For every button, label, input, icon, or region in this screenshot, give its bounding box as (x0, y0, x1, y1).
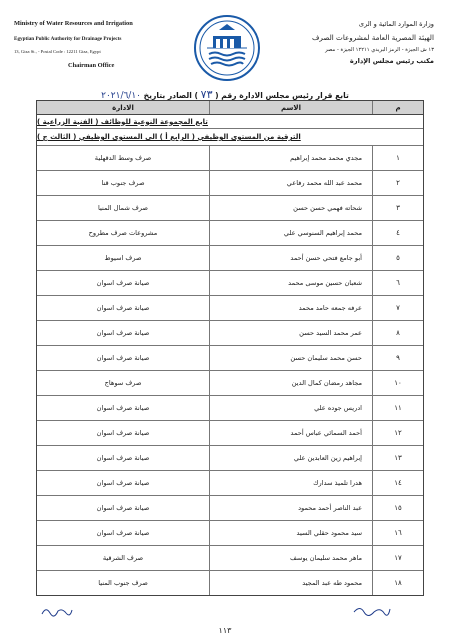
row-name-cell (209, 346, 372, 370)
row-name-cell (209, 296, 372, 320)
page-number: ١١٣ (218, 626, 232, 635)
row-num-cell-text: ١ (396, 154, 400, 162)
row-name-cell (209, 396, 372, 420)
row-num-cell-text: ١٠ (394, 379, 402, 387)
row-name-cell-text: أحمد السمائي عباس أحمد (290, 429, 362, 437)
row-num-cell (372, 246, 423, 270)
row-name-cell (209, 571, 372, 595)
row-num-cell (372, 171, 423, 195)
row-name-cell-text: عمر محمد السيد حسن (299, 329, 362, 337)
ministry-name-ar: وزارة الموارد المائية و الرى (358, 20, 434, 28)
header-name: الاسم (209, 101, 372, 114)
address-ar: ١٣ ش الجيزة - الرمز البريدي ١٢٢١١ الجيزة - مصر (325, 47, 434, 53)
row-dept-cell-text: صيانة صرف اسوان (96, 529, 150, 537)
row-name-cell (209, 271, 372, 295)
row-name-cell-text: شعبان حسين موسى محمد (288, 279, 362, 287)
row-name-cell-text: شحاته فهمي حسن حسن (293, 204, 362, 212)
row-num-cell-text: ١٥ (394, 504, 402, 512)
row-dept-cell-text: صيانة صرف اسوان (96, 429, 150, 437)
row-name-cell-text: ادريس جوده علي (314, 404, 362, 412)
row-num-cell (372, 296, 423, 320)
row-dept-cell-text: مشروعات صرف مطروح (88, 229, 158, 237)
row-num-cell-text: ١٦ (394, 529, 402, 537)
signature-left (40, 604, 74, 618)
row-dept-cell-text: صرف شمال المنيا (97, 204, 149, 212)
table-row (37, 246, 423, 271)
letterhead-arabic (284, 20, 434, 65)
row-name-cell (209, 321, 372, 345)
promotion-line: الترقية من المستوى الوظيفي ( الرابع أ ) الى المستوى الوظيفي ( الثالث ج ) (37, 133, 301, 141)
row-num-cell (372, 146, 423, 170)
row-name-cell (209, 521, 372, 545)
table-row (37, 221, 423, 246)
row-num-cell-text: ٥ (396, 254, 400, 262)
row-num-cell (372, 371, 423, 395)
table-row (37, 171, 423, 196)
row-num-cell (372, 271, 423, 295)
row-dept-cell (37, 496, 209, 520)
row-dept-cell (37, 571, 209, 595)
row-num-cell-text: ٩ (396, 354, 400, 362)
row-name-cell (209, 221, 372, 245)
row-dept-cell (37, 296, 209, 320)
row-dept-cell (37, 546, 209, 570)
row-dept-cell-text: صيانة صرف اسوان (96, 479, 150, 487)
row-name-cell-text: عبد الناصر أحمد محمود (298, 504, 362, 512)
row-dept-cell (37, 221, 209, 245)
row-dept-cell-text: صيانة صرف اسوان (96, 454, 150, 462)
row-dept-cell-text: صيانة صرف اسوان (96, 279, 150, 287)
row-dept-cell (37, 321, 209, 345)
table-row (37, 346, 423, 371)
row-dept-cell-text: صيانة صرف اسوان (96, 354, 150, 362)
header-num: م (372, 101, 423, 114)
row-num-cell-text: ١٤ (394, 479, 402, 487)
row-name-cell-text: هدرا تلميذ سدارك (313, 479, 362, 487)
table-row (37, 571, 423, 595)
row-num-cell-text: ٨ (396, 329, 400, 337)
row-num-cell (372, 346, 423, 370)
row-name-cell-text: عرفه جمعه حامد محمد (298, 304, 362, 312)
row-dept-cell (37, 196, 209, 220)
row-dept-cell (37, 521, 209, 545)
address-en: 13, Giza St., - Postal Code : 12211 Giza, Egypt (14, 49, 101, 54)
row-name-cell (209, 496, 372, 520)
row-num-cell-text: ٦ (396, 279, 400, 287)
decree-middle: ) الصادر بتاريخ (143, 91, 198, 100)
row-dept-cell (37, 346, 209, 370)
row-name-cell-text: مجاهد رمضان كمال الدين (291, 379, 362, 387)
letterhead-english (14, 20, 174, 69)
row-name-cell-text: حسن محمد سليمان حسن (290, 354, 362, 362)
employees-table (36, 100, 424, 596)
table-row (37, 546, 423, 571)
row-name-cell-text: محمود طه عبد المجيد (302, 579, 362, 587)
row-dept-cell-text: صرف وسط الدقهلية (94, 154, 152, 162)
decree-number-handwritten: ٧٣ (200, 88, 213, 101)
row-num-cell-text: ٣ (396, 204, 400, 212)
row-num-cell-text: ١٨ (394, 579, 402, 587)
row-num-cell (372, 196, 423, 220)
row-num-cell (372, 321, 423, 345)
row-num-cell-text: ١٢ (394, 429, 402, 437)
row-dept-cell (37, 146, 209, 170)
row-dept-cell-text: صرف اسيوط (104, 254, 142, 262)
promotion-line-row (37, 129, 423, 146)
row-num-cell (372, 421, 423, 445)
row-dept-cell-text: صرف الشرقية (102, 554, 144, 562)
row-name-cell (209, 171, 372, 195)
authority-name-en: Egyptian Public Authority for Drainage Projects (14, 36, 122, 42)
row-num-cell-text: ١١ (394, 404, 402, 412)
row-num-cell-text: ٢ (396, 179, 400, 187)
row-num-cell-text: ٤ (396, 229, 400, 237)
table-row (37, 296, 423, 321)
row-num-cell-text: ١٧ (394, 554, 402, 562)
row-num-cell (372, 496, 423, 520)
row-dept-cell-text: صرف جنوب قنا (101, 179, 145, 187)
row-num-cell (372, 446, 423, 470)
row-dept-cell-text: صرف جنوب المنيا (98, 579, 148, 587)
row-name-cell-text: إبراهيم زين العابدين علي (293, 454, 362, 462)
row-name-cell-text: أبو جامع فتحي حسن أحمد (290, 254, 362, 262)
row-dept-cell-text: صرف سوهاج (104, 379, 142, 387)
row-num-cell (372, 471, 423, 495)
table-row (37, 371, 423, 396)
table-row (37, 271, 423, 296)
row-dept-cell (37, 396, 209, 420)
row-name-cell (209, 371, 372, 395)
row-num-cell (372, 221, 423, 245)
row-dept-cell (37, 471, 209, 495)
table-row (37, 471, 423, 496)
row-dept-cell (37, 446, 209, 470)
authority-logo (193, 14, 261, 84)
table-row (37, 196, 423, 221)
table-row (37, 496, 423, 521)
row-name-cell (209, 471, 372, 495)
group-line: تابع المجموعة النوعية للوظائف ( الفنية الزراعية ) (37, 117, 208, 126)
table-row (37, 421, 423, 446)
header-dept: الادارة (112, 103, 134, 112)
row-num-cell-text: ٧ (396, 304, 400, 312)
row-name-cell-text: محمد عبد الله محمد رفاعي (286, 179, 362, 187)
row-name-cell (209, 446, 372, 470)
table-row (37, 446, 423, 471)
table-row (37, 321, 423, 346)
table-row (37, 521, 423, 546)
row-dept-cell-text: صيانة صرف اسوان (96, 304, 150, 312)
authority-name-ar: الهيئة المصرية العامة لمشروعات الصرف (311, 33, 434, 42)
row-name-cell-text: ماهر محمد سليمان يوسف (290, 554, 362, 562)
table-header-row (37, 101, 423, 115)
row-num-cell (372, 571, 423, 595)
row-name-cell-text: مجدي محمد محمد إبراهيم (290, 154, 362, 162)
row-name-cell (209, 196, 372, 220)
row-num-cell (372, 521, 423, 545)
row-dept-cell (37, 271, 209, 295)
ministry-name-en: Ministry of Water Resources and Irrigation (14, 20, 133, 27)
table-row (37, 146, 423, 171)
row-num-cell (372, 546, 423, 570)
group-line-row (37, 115, 423, 129)
row-dept-cell (37, 171, 209, 195)
row-dept-cell (37, 421, 209, 445)
decree-prefix: تابع قرار رئيس مجلس الادارة رقم ( (215, 91, 349, 100)
office-name-en: Chairman Office (68, 62, 115, 69)
row-dept-cell-text: صيانة صرف اسوان (96, 404, 150, 412)
row-dept-cell (37, 246, 209, 270)
row-dept-cell-text: صيانة صرف اسوان (96, 504, 150, 512)
row-dept-cell (37, 371, 209, 395)
row-num-cell (372, 396, 423, 420)
row-name-cell (209, 146, 372, 170)
signature-right (352, 604, 392, 618)
row-name-cell-text: محمد إبراهيم السنوسي علي (283, 229, 362, 237)
row-name-cell (209, 421, 372, 445)
row-name-cell (209, 246, 372, 270)
table-body (37, 146, 423, 595)
row-name-cell (209, 546, 372, 570)
row-dept-cell-text: صيانة صرف اسوان (96, 329, 150, 337)
row-num-cell-text: ١٣ (394, 454, 402, 462)
row-name-cell-text: سيد محمود حقلي السيد (296, 529, 362, 537)
office-name-ar: مكتب رئيس مجلس الإدارة (349, 57, 434, 65)
decree-date-handwritten: ٢٠٢١/٦/١٠ (101, 91, 142, 101)
table-row (37, 396, 423, 421)
